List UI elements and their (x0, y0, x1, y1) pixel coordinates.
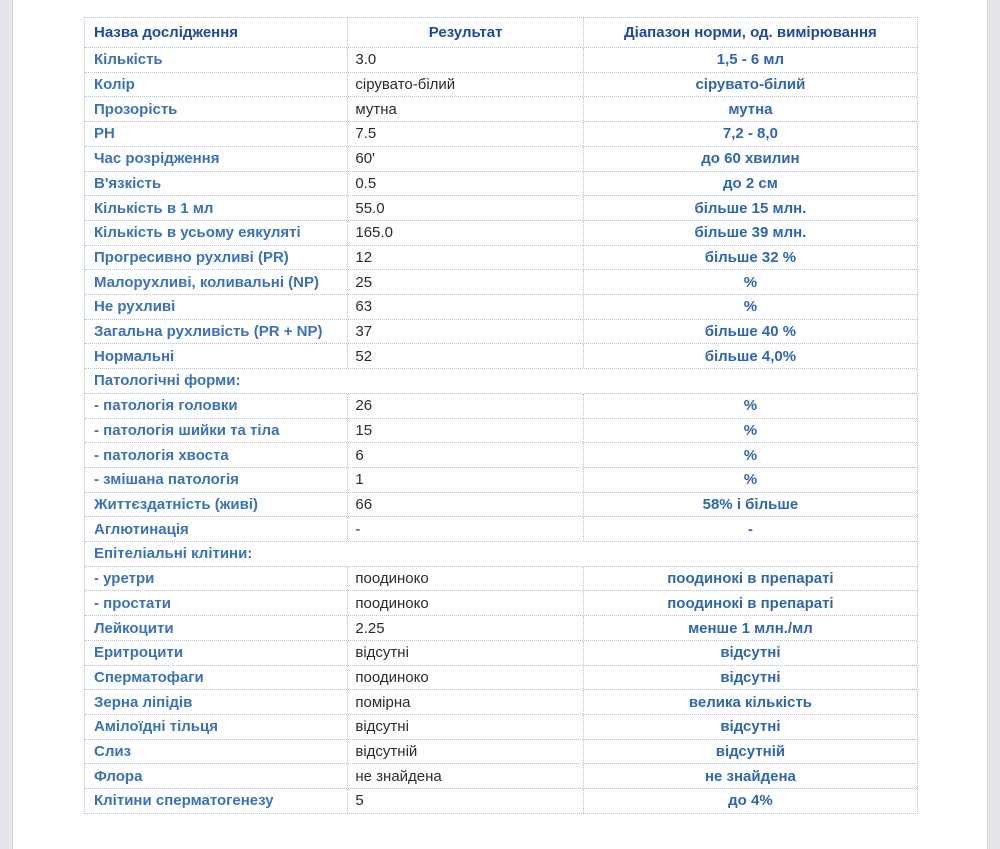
row-norm: відсутній (583, 740, 917, 764)
row-result: 5 (347, 789, 582, 813)
row-name: В'язкість (94, 174, 162, 192)
row-norm: поодинокі в препараті (583, 591, 917, 615)
row-name: Малорухливі, коливальні (NP) (94, 273, 320, 291)
table-body (85, 48, 917, 813)
row-name: Життєздатність (живі) (94, 496, 258, 513)
row-result: відсутні (347, 715, 582, 739)
row-name: Аглютинація (94, 520, 189, 538)
table-row (85, 517, 917, 542)
row-result: 52 (347, 344, 582, 368)
row-name: - уретри (94, 570, 155, 588)
page-edge-left (0, 0, 13, 849)
row-name: - змішана патологія (94, 471, 239, 489)
row-name: Не рухливі (94, 298, 176, 316)
table-row (85, 270, 917, 295)
table-row (85, 419, 917, 444)
row-norm: не знайдена (583, 764, 917, 788)
table-row (85, 48, 917, 73)
row-name: - патологія шийки та тіла (94, 421, 280, 439)
row-norm: % (583, 443, 917, 467)
row-result: відсутні (347, 641, 582, 665)
row-result: 26 (347, 394, 582, 418)
row-norm: мутна (583, 97, 917, 121)
row-name: Кількість в усьому еякуляті (94, 224, 301, 242)
table-row (85, 764, 917, 789)
table-row (85, 616, 917, 641)
row-result: 55.0 (347, 196, 582, 220)
row-result: поодиноко (347, 666, 582, 690)
table-header-row (85, 18, 917, 48)
row-name: - патологія головки (94, 397, 238, 415)
table-row (85, 196, 917, 221)
row-name: PH (94, 125, 115, 143)
row-name: Прозорість (94, 100, 178, 118)
table-row (85, 221, 917, 246)
row-result: 37 (347, 320, 582, 344)
row-result: 165.0 (347, 221, 582, 245)
row-result: 63 (347, 295, 582, 319)
row-norm: велика кількість (583, 690, 917, 714)
table-row (85, 73, 917, 98)
table-row (85, 641, 917, 666)
row-result: помірна (347, 690, 582, 714)
row-result: сірувато-білий (347, 73, 582, 97)
row-result: 66 (347, 493, 582, 517)
table-row (85, 394, 917, 419)
column-header-result: Результат (347, 18, 582, 47)
table-row (85, 789, 917, 813)
row-norm: % (583, 419, 917, 443)
table-row (85, 666, 917, 691)
table-row (85, 740, 917, 765)
row-name: Кількість (94, 51, 163, 69)
row-name: Загальна рухливість (PR + NP) (94, 323, 323, 341)
row-norm: поодинокі в препараті (583, 567, 917, 591)
row-norm: % (583, 270, 917, 294)
row-norm: більше 39 млн. (583, 221, 917, 245)
row-name: Еритроцити (94, 644, 184, 662)
row-name: Лейкоцити (94, 619, 174, 637)
row-norm: до 60 хвилин (583, 147, 917, 171)
column-header-norm: Діапазон норми, од. вимірювання (583, 18, 917, 47)
row-name: Колір (94, 76, 135, 94)
row-norm: 58% і більше (583, 493, 917, 517)
table-row (85, 369, 917, 394)
row-norm: відсутні (583, 666, 917, 690)
row-section-label: Патологічні форми: (94, 372, 241, 390)
row-norm: більше 15 млн. (583, 196, 917, 220)
row-norm: % (583, 295, 917, 319)
table-row (85, 591, 917, 616)
row-result: 60' (347, 147, 582, 171)
row-norm: менше 1 млн./мл (583, 616, 917, 640)
row-name: Зерна ліпідів (94, 693, 193, 711)
table-row (85, 320, 917, 345)
table-row (85, 690, 917, 715)
row-name: Час розрідження (94, 150, 220, 168)
row-norm: більше 32 % (583, 246, 917, 270)
row-name: - простати (94, 594, 171, 612)
row-name: Амілоїдні тільця (94, 718, 218, 736)
row-section-label: Епітеліальні клітини: (94, 545, 253, 563)
row-result: поодиноко (347, 567, 582, 591)
row-result: 15 (347, 419, 582, 443)
row-result: 12 (347, 246, 582, 270)
row-result: поодиноко (347, 591, 582, 615)
row-norm: % (583, 468, 917, 492)
row-result: 1 (347, 468, 582, 492)
table-row (85, 97, 917, 122)
table-row (85, 147, 917, 172)
row-norm: сірувато-білий (583, 73, 917, 97)
row-name: Прогресивно рухливі (PR) (94, 248, 289, 266)
row-norm: відсутні (583, 715, 917, 739)
row-norm: - (583, 517, 917, 541)
row-norm: до 4% (583, 789, 917, 813)
table-row (85, 246, 917, 271)
row-result: 6 (347, 443, 582, 467)
table-row (85, 344, 917, 369)
table-row (85, 493, 917, 518)
row-result: мутна (347, 97, 582, 121)
row-name: Клітини сперматогенезу (94, 792, 274, 810)
table-row (85, 295, 917, 320)
row-result: не знайдена (347, 764, 582, 788)
row-result: 0.5 (347, 172, 582, 196)
row-result: відсутній (347, 740, 582, 764)
table-row (85, 567, 917, 592)
row-name: Сперматофаги (94, 668, 204, 686)
row-norm: % (583, 394, 917, 418)
table-row (85, 172, 917, 197)
row-result: 25 (347, 270, 582, 294)
row-name: Кількість в 1 мл (94, 199, 214, 217)
table-row (85, 715, 917, 740)
row-result: 3.0 (347, 48, 582, 72)
row-result: 7.5 (347, 122, 582, 146)
table-row (85, 542, 917, 567)
row-norm: відсутні (583, 641, 917, 665)
row-result: 2.25 (347, 616, 582, 640)
row-norm: до 2 см (583, 172, 917, 196)
row-result: - (347, 517, 582, 541)
table-row (85, 443, 917, 468)
table-row (85, 468, 917, 493)
row-name: Слиз (94, 743, 132, 761)
table-row (85, 122, 917, 147)
row-name: Нормальні (94, 347, 175, 365)
column-header-name: Назва дослідження (94, 24, 239, 41)
row-norm: більше 4,0% (583, 344, 917, 368)
scrollbar-track (987, 0, 1000, 849)
row-norm: 7,2 - 8,0 (583, 122, 917, 146)
row-name: Флора (94, 767, 143, 785)
row-norm: 1,5 - 6 мл (583, 48, 917, 72)
lab-results-table (84, 17, 918, 814)
row-norm: більше 40 % (583, 320, 917, 344)
row-name: - патологія хвоста (94, 446, 229, 464)
